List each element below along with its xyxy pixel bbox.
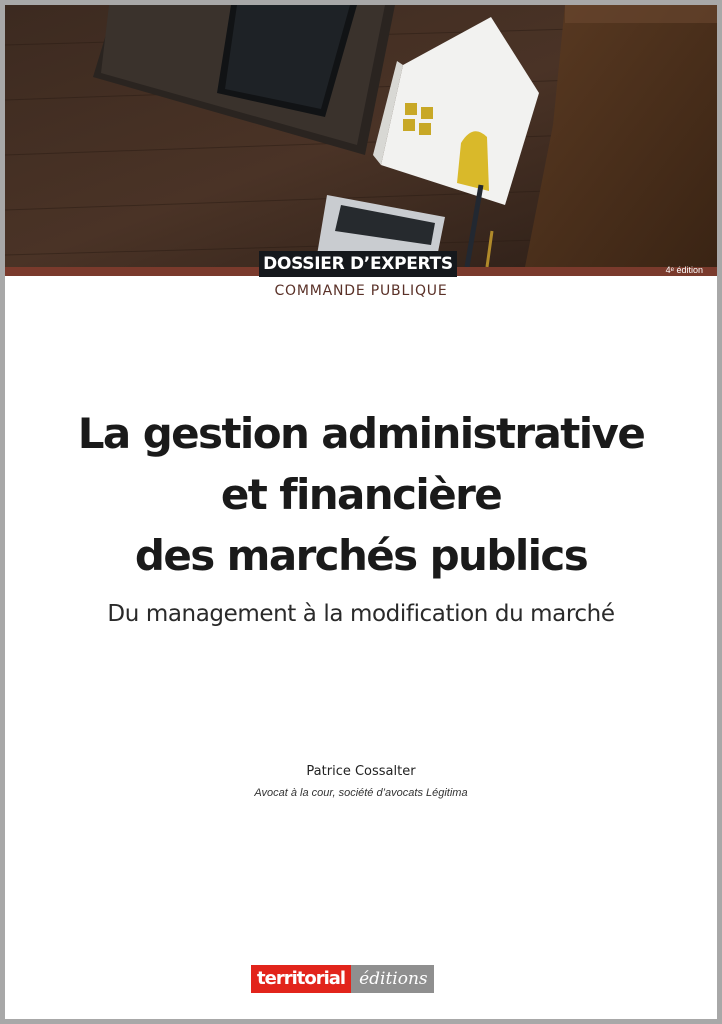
cover-photo bbox=[5, 5, 717, 267]
book-cover bbox=[5, 5, 717, 1019]
author-affiliation: Avocat à la cour, société d’avocats Légitima bbox=[254, 787, 468, 799]
title-line-1: La gestion administrative bbox=[77, 409, 645, 458]
author-name: Patrice Cossalter bbox=[306, 764, 416, 779]
desk-photo-illustration bbox=[5, 5, 717, 267]
edition-note: 4ᵉ édition bbox=[665, 265, 703, 275]
publisher-name: territorial bbox=[251, 965, 351, 993]
publisher-logo bbox=[251, 965, 434, 993]
book-subtitle: Du management à la modification du marché bbox=[107, 601, 615, 627]
book-title bbox=[5, 403, 717, 586]
title-line-2: et financière bbox=[220, 470, 502, 519]
category-label: COMMANDE PUBLIQUE bbox=[274, 283, 448, 299]
series-badge: DOSSIER D’EXPERTS bbox=[259, 251, 457, 277]
title-line-3: des marchés publics bbox=[134, 531, 588, 580]
publisher-imprint: éditions bbox=[351, 965, 434, 993]
